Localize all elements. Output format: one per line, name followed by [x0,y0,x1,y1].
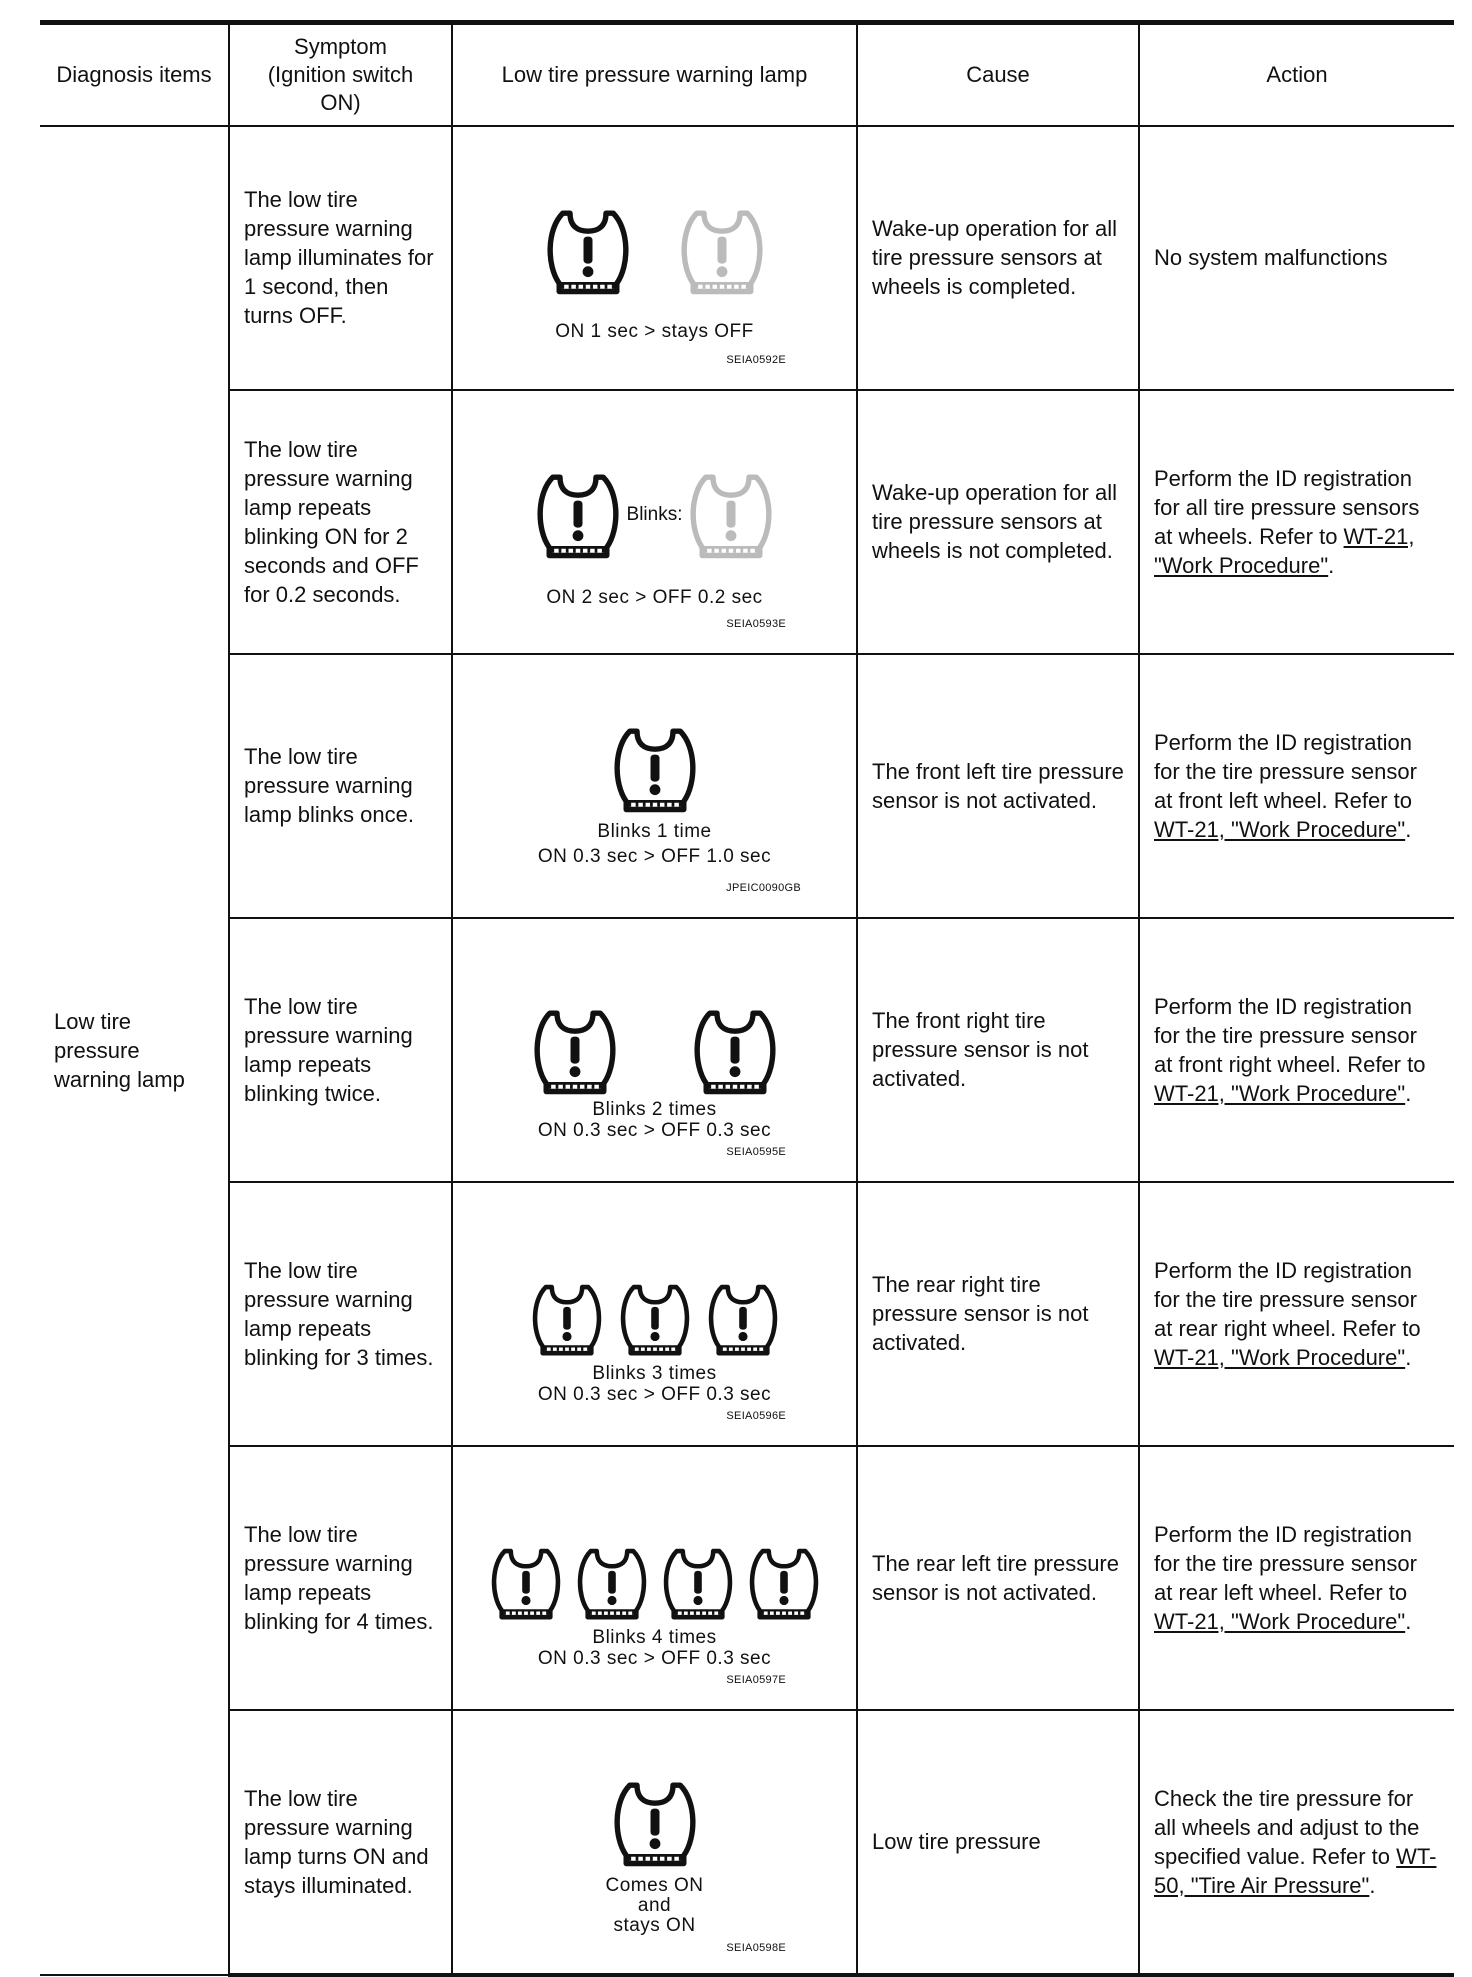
header-symptom: Symptom (Ignition switch ON) [229,23,452,126]
tpms-diagnosis-table [40,20,1454,1977]
tire-pressure-warning-icon [488,1543,564,1623]
lamp-caption-line1: Comes ON [605,1874,704,1896]
table-row [40,390,1454,654]
tire-pressure-warning-off-icon [677,205,767,297]
reference-link[interactable]: WT-21, "Work Procedure" [1154,1608,1406,1634]
action-cell [1139,126,1454,390]
reference-link[interactable]: WT-21, "Work Procedure" [1154,1080,1406,1106]
action-text: Perform the ID registration for all tire pressure sensors at wheels. Refer to [1154,465,1420,549]
table-row [40,1182,1454,1446]
figure-code: SEIA0598E [726,1941,786,1954]
lamp-caption-line2: ON 0.3 sec > OFF 1.0 sec [537,845,772,867]
lamp-caption-line2: ON 0.3 sec > OFF 0.3 sec [537,1647,772,1669]
table-row [40,1446,1454,1710]
symptom-cell: The low tire pressure warning lamp repeats blinking ON for 2 seconds and OFF for 0.2 seconds. [229,390,452,654]
lamp-caption-line1: Blinks 1 time [597,820,712,842]
symptom-cell: The low tire pressure warning lamp blinks once. [229,654,452,918]
cause-cell: Low tire pressure [857,1710,1139,1975]
symptom-cell: The low tire pressure warning lamp repeats blinking for 4 times. [229,1446,452,1710]
reference-link[interactable]: WT-21, "Work Procedure" [1154,523,1415,578]
action-text: Perform the ID registration for the tire pressure sensor at front left wheel. Refer to [1154,729,1417,813]
lamp-caption-line1: Blinks 3 times [592,1362,717,1384]
action-text: Perform the ID registration for the tire pressure sensor at rear left wheel. Refer to [1154,1521,1417,1605]
tire-pressure-warning-icon [746,1543,822,1623]
tire-pressure-warning-icon [529,1279,605,1359]
lamp-cell [452,126,857,390]
cause-cell: The front left tire pressure sensor is not activated. [857,654,1139,918]
lamp-cell [452,390,857,654]
lamp-cell [452,1446,857,1710]
table-row [40,918,1454,1182]
cause-cell: The rear right tire pressure sensor is not activated. [857,1182,1139,1446]
lamp-cell [452,1710,857,1975]
figure-code: SEIA0597E [726,1673,786,1686]
reference-link[interactable]: WT-21, "Work Procedure" [1154,1344,1406,1370]
tire-pressure-warning-icon [533,469,623,561]
header-lamp: Low tire pressure warning lamp [452,23,857,126]
lamp-caption: ON 2 sec > OFF 0.2 sec [546,586,763,608]
tire-pressure-warning-icon [610,1777,700,1869]
diagnosis-item-label: Low tire pressure warning lamp [54,1008,185,1092]
tire-pressure-warning-icon [690,1005,780,1097]
tire-pressure-warning-icon [543,205,633,297]
tire-pressure-warning-icon [574,1543,650,1623]
tire-pressure-warning-icon [705,1279,781,1359]
lamp-caption-line2: ON 0.3 sec > OFF 0.3 sec [537,1119,772,1141]
figure-code: SEIA0592E [726,353,786,366]
reference-link[interactable]: WT-50, "Tire Air Pressure" [1154,1843,1437,1898]
tire-pressure-warning-icon [617,1279,693,1359]
symptom-cell: The low tire pressure warning lamp repeats blinking for 3 times. [229,1182,452,1446]
lamp-caption-line3: stays ON [613,1914,696,1936]
symptom-cell: The low tire pressure warning lamp illuminates for 1 second, then turns OFF. [229,126,452,390]
action-cell: Perform the ID registration for the tire pressure sensor at rear left wheel. Refer to WT-21, "Work Procedure". [1139,1446,1454,1710]
tire-pressure-warning-icon [530,1005,620,1097]
lamp-cell [452,654,857,918]
lamp-cell [452,918,857,1182]
lamp-caption: ON 1 sec > stays OFF [555,320,754,342]
action-cell: Check the tire pressure for all wheels and adjust to the specified value. Refer to WT-50, "Tire Air Pressure". [1139,1710,1454,1975]
action-text: Perform the ID registration for the tire pressure sensor at rear right wheel. Refer to [1154,1257,1421,1341]
header-row [40,23,1454,126]
cause-cell: The front right tire pressure sensor is not activated. [857,918,1139,1182]
action-cell: Perform the ID registration for the tire pressure sensor at front left wheel. Refer to WT-21, "Work Procedure". [1139,654,1454,918]
action-text: Perform the ID registration for the tire pressure sensor at front right wheel. Refer to [1154,993,1426,1077]
action-cell: Perform the ID registration for the tire pressure sensor at front right wheel. Refer to WT-21, "Work Procedure". [1139,918,1454,1182]
action-text: Check the tire pressure for all wheels and adjust to the specified value. Refer to [1154,1785,1420,1869]
tire-pressure-warning-icon [660,1543,736,1623]
figure-code: SEIA0596E [726,1409,786,1422]
reference-link[interactable]: WT-21, "Work Procedure" [1154,816,1406,842]
figure-code: SEIA0593E [726,617,786,630]
action-cell: Perform the ID registration for the tire pressure sensor at rear right wheel. Refer to WT-21, "Work Procedure". [1139,1182,1454,1446]
lamp-caption-line1: Blinks 2 times [592,1098,717,1120]
table-row [40,654,1454,918]
table-row [40,126,1454,390]
lamp-caption-line1: Blinks 4 times [592,1626,717,1648]
action-text: No system malfunctions [1154,245,1388,270]
cause-cell: Wake-up operation for all tire pressure sensors at wheels is completed. [857,126,1139,390]
figure-code: JPEIC0090GB [726,881,801,894]
symptom-cell: The low tire pressure warning lamp repeats blinking twice. [229,918,452,1182]
action-cell: Perform the ID registration for all tire pressure sensors at wheels. Refer to WT-21, "Work Procedure". [1139,390,1454,654]
lamp-caption-line2: ON 0.3 sec > OFF 0.3 sec [537,1383,772,1405]
blinks-label: Blinks: [626,504,683,525]
tire-pressure-warning-off-icon [686,469,776,561]
cause-cell: Wake-up operation for all tire pressure sensors at wheels is not completed. [857,390,1139,654]
header-cause: Cause [857,23,1139,126]
figure-code: SEIA0595E [726,1145,786,1158]
header-diagnosis-items: Diagnosis items [40,23,229,126]
lamp-cell [452,1182,857,1446]
cause-cell: The rear left tire pressure sensor is not activated. [857,1446,1139,1710]
table-row [40,1710,1454,1975]
tire-pressure-warning-icon [610,723,700,815]
symptom-cell: The low tire pressure warning lamp turns ON and stays illuminated. [229,1710,452,1975]
diagnosis-item-cell [40,126,229,1975]
lamp-caption-line2: and [637,1894,672,1916]
header-action: Action [1139,23,1454,126]
